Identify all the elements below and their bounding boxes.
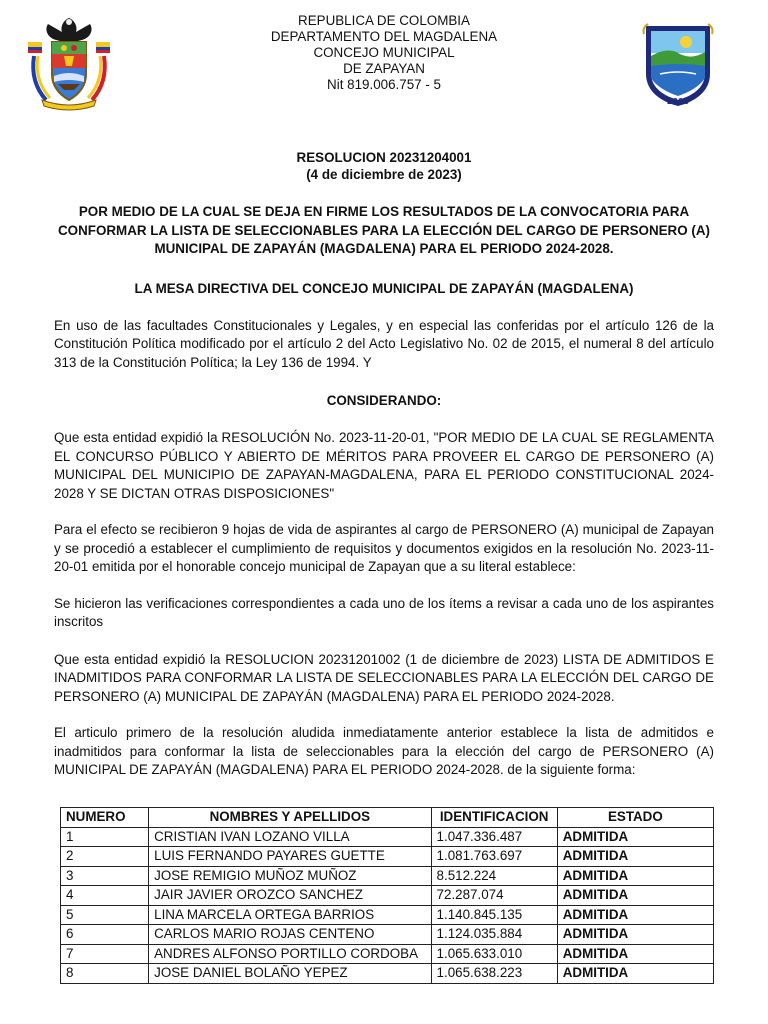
table-row xyxy=(61,886,714,906)
cell-estado: ADMITIDA xyxy=(557,964,713,984)
cell-nombre: JOSE REMIGIO MUÑOZ MUÑOZ xyxy=(149,866,431,886)
table-row xyxy=(61,905,714,925)
cell-nombre: JAIR JAVIER OROZCO SANCHEZ xyxy=(149,886,431,906)
cell-numero: 1 xyxy=(61,827,149,847)
table-row xyxy=(61,827,714,847)
cell-identificacion: 1.140.845.135 xyxy=(431,905,557,925)
cell-estado: ADMITIDA xyxy=(557,827,713,847)
paragraph-legal-basis: En uso de las facultades Constitucionales y Legales, y en especial las conferidas por el artículo 126 de la Constitución Política modificado por el artículo 2 del Acto Legislativo No. 02 de 2015, el numeral 8 del artículo 313 de la Constitución Política; la Ley 136 de 1994. Y xyxy=(54,317,714,370)
cell-nombre: ANDRES ALFONSO PORTILLO CORDOBA xyxy=(149,944,431,964)
cell-numero: 4 xyxy=(61,886,149,906)
cell-identificacion: 1.081.763.697 xyxy=(431,847,557,867)
cell-numero: 7 xyxy=(61,944,149,964)
considerando-heading: CONSIDERANDO: xyxy=(326,393,442,408)
cell-nombre: LINA MARCELA ORTEGA BARRIOS xyxy=(149,905,431,925)
cell-estado: ADMITIDA xyxy=(557,925,713,945)
column-header-identificacion: IDENTIFICACION xyxy=(431,808,557,828)
cell-numero: 3 xyxy=(61,866,149,886)
document-header xyxy=(200,13,568,93)
municipal-seal-icon xyxy=(640,20,716,108)
paragraph-resolution-issued: Que esta entidad expidió la RESOLUCIÓN No. 2023-11-20-01, "POR MEDIO DE LA CUAL SE REGLAMENTA EL CONCURSO PÚBLICO Y ABIERTO DE MÉRITOS PARA PROVEER EL CARGO DE PERSONERO (A) MUNICIPAL DEL MUNICIPIO DE ZAPAYAN-MAGDALENA, PARA EL PERIODO CONSTITUCIONAL 2024-2028 Y SE DICTAN OTRAS DISPOSICIONES" xyxy=(54,430,714,501)
cell-numero: 2 xyxy=(61,847,149,867)
resolution-date: (4 de diciembre de 2023) xyxy=(306,167,462,182)
issuing-body: LA MESA DIRECTIVA DEL CONCEJO MUNICIPAL DE ZAPAYÁN (MAGDALENA) xyxy=(134,280,634,296)
cell-identificacion: 8.512.224 xyxy=(431,866,557,886)
paragraph-admitted-list-resolution: Que esta entidad expidió la RESOLUCION 20231201002 (1 de diciembre de 2023) LISTA DE ADMITIDOS E INADMITIDOS PARA CONFORMAR LA LISTA DE SELECCIONABLES PARA LA ELECCIÓN DEL CARGO DE PERSONERO (A) MUNICIPAL DE ZAPAYÁN (MAGDALENA) PARA EL PERIODO 2024-2028. xyxy=(54,651,714,704)
cell-numero: 6 xyxy=(61,925,149,945)
column-header-nombres: NOMBRES Y APELLIDOS xyxy=(149,808,431,828)
table-row xyxy=(61,925,714,945)
cell-numero: 5 xyxy=(61,905,149,925)
cell-nombre: CARLOS MARIO ROJAS CENTENO xyxy=(149,925,431,945)
cell-numero: 8 xyxy=(61,964,149,984)
cell-nombre: LUIS FERNANDO PAYARES GUETTE xyxy=(149,847,431,867)
paragraph-applications-received: Para el efecto se recibieron 9 hojas de vida de aspirantes al cargo de PERSONERO (A) municipal de Zapayan y se procedió a establecer el cumplimiento de requisitos y documentos exigidos en la resolución No. 2023-11-20-01 emitida por el honorable concejo municipal de Zapayan que a su literal establece: xyxy=(54,522,714,574)
header-department: DEPARTAMENTO DEL MAGDALENA xyxy=(270,29,498,44)
cell-identificacion: 1.047.336.487 xyxy=(431,827,557,847)
seal-year: 2000 xyxy=(666,97,690,106)
cell-estado: ADMITIDA xyxy=(557,886,713,906)
table-row xyxy=(61,847,714,867)
table-row xyxy=(61,944,714,964)
header-country: REPUBLICA DE COLOMBIA xyxy=(298,13,470,28)
cell-estado: ADMITIDA xyxy=(557,944,713,964)
paragraph-article-first: El articulo primero de la resolución aludida inmediatamente anterior establece la lista de admitidos e inadmitidos para conformar la lista de seleccionables para la elección del cargo de PERSONERO (A) MUNICIPAL DE ZAPAYÁN (MAGDALENA) PARA EL PERIODO 2024-2028. de la siguiente forma: xyxy=(54,725,714,777)
document-body xyxy=(54,149,714,780)
table-row xyxy=(61,964,714,984)
cell-estado: ADMITIDA xyxy=(557,847,713,867)
cell-identificacion: 1.124.035.884 xyxy=(431,925,557,945)
cell-identificacion: 72.287.074 xyxy=(431,886,557,906)
cell-estado: ADMITIDA xyxy=(557,866,713,886)
cell-nombre: CRISTIAN IVAN LOZANO VILLA xyxy=(149,827,431,847)
cell-estado: ADMITIDA xyxy=(557,905,713,925)
header-nit: Nit 819.006.757 - 5 xyxy=(327,77,441,92)
admitted-candidates-table xyxy=(60,807,714,984)
table-header-row xyxy=(61,808,714,828)
paragraph-verifications: Se hicieron las verificaciones correspondientes a cada uno de los ítems a revisar a cada uno de los aspirantes inscritos xyxy=(54,595,714,629)
resolution-subject: POR MEDIO DE LA CUAL SE DEJA EN FIRME LOS RESULTADOS DE LA CONVOCATORIA PARA CONFORMAR LA LISTA DE SELECCIONABLES PARA LA ELECCIÓN DEL CARGO DE PERSONERO (A) MUNICIPAL DE ZAPAYÁN (MAGDALENA) PARA EL PERIODO 2024-2028. xyxy=(58,204,710,256)
cell-identificacion: 1.065.633.010 xyxy=(431,944,557,964)
cell-identificacion: 1.065.638.223 xyxy=(431,964,557,984)
resolution-number: RESOLUCION 20231204001 xyxy=(296,150,472,165)
column-header-numero: NUMERO xyxy=(61,808,149,828)
cell-nombre: JOSE DANIEL BOLAÑO YEPEZ xyxy=(149,964,431,984)
column-header-estado: ESTADO xyxy=(557,808,713,828)
header-council: CONCEJO MUNICIPAL xyxy=(313,45,455,60)
coat-of-arms-icon xyxy=(24,12,114,112)
table-row xyxy=(61,866,714,886)
header-municipality: DE ZAPAYAN xyxy=(343,61,425,76)
